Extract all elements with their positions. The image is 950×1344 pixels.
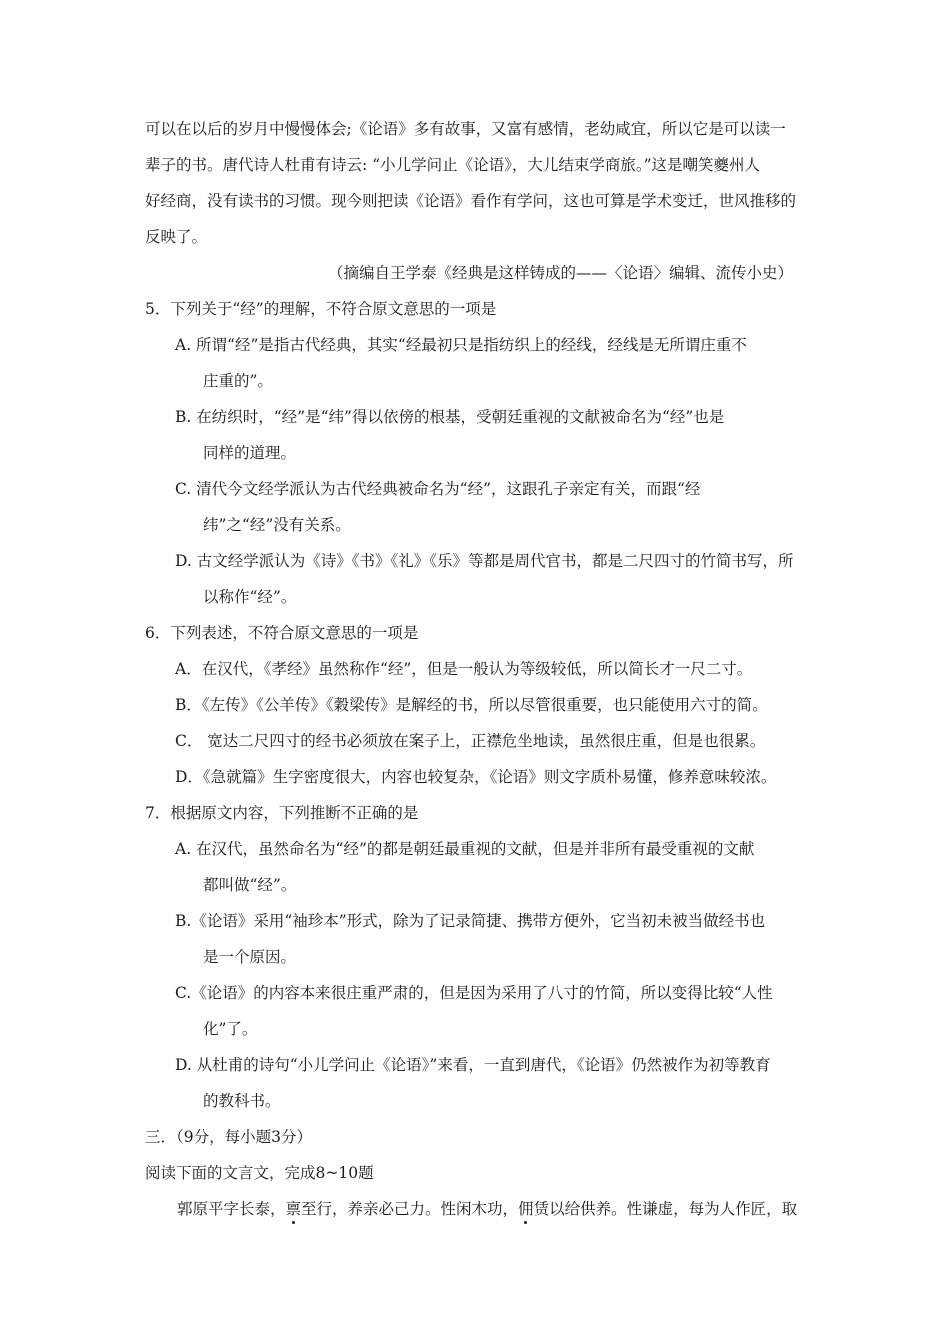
question-5-option-b: B. 在纺织时，“经”是“纬”得以依傍的根基，受朝廷重视的文献被命名为“经”也是	[175, 408, 725, 426]
question-7-option-d: D. 从杜甫的诗句“小儿学问止《论语》”来看，一直到唐代，《论语》仍然被作为初等教育	[175, 1056, 771, 1074]
question-5-option-a-cont: 庄重的”。	[203, 372, 273, 390]
section-3-instruction: 阅读下面的文言文，完成8~10题	[145, 1164, 374, 1182]
source-citation: （摘编自王学泰《经典是这样铸成的——〈论语〉编辑、流传小史）	[328, 264, 794, 282]
question-7-stem: 7．根据原文内容，下列推断不正确的是	[145, 804, 419, 822]
question-5-option-c: C. 清代今文经学派认为古代经典被命名为“经”，这跟孔子亲定有关，而跟“经	[175, 480, 701, 498]
question-7-option-d-cont: 的教科书。	[203, 1092, 281, 1110]
emphasis-dotted-char: 佣	[518, 1200, 534, 1218]
question-5-option-b-cont: 同样的道理。	[203, 444, 297, 462]
question-5-option-d-cont: 以称作“经”。	[203, 588, 297, 606]
question-5-option-d: D. 古文经学派认为《诗》《书》《礼》《乐》等都是周代官书，都是二尺四寸的竹简书写，所	[175, 552, 794, 570]
classical-text-part: 郭原平字长泰，	[177, 1200, 286, 1218]
question-7-option-b-cont: 是一个原因。	[203, 948, 297, 966]
question-6-option-a: A．在汉代，《孝经》虽然称作“经”，但是一般认为等级较低，所以简长才一尺二寸。	[175, 660, 753, 678]
passage-line: 反映了。	[145, 228, 208, 246]
passage-line: 可以在以后的岁月中慢慢体会;《论语》多有故事，又富有感情，老幼咸宜，所以它是可以读一	[145, 120, 786, 138]
classical-text-part: 赁以给供养。性谦虚，每为人作匠，取	[533, 1200, 798, 1218]
question-6-option-b: B．《左传》《公羊传》《穀梁传》是解经的书，所以尽管很重要，也只能使用六寸的简。	[175, 696, 768, 714]
classical-text-line	[177, 1199, 797, 1219]
question-6-stem: 6．下列表述，不符合原文意思的一项是	[145, 624, 419, 642]
passage-line: 好经商，没有读书的习惯。现今则把读《论语》看作有学问，这也可算是学术变迁，世风推移的	[145, 192, 797, 210]
emphasis-dotted-char: 禀	[285, 1200, 302, 1218]
question-7-option-c-cont: 化”了。	[203, 1020, 258, 1038]
question-5-stem: 5．下列关于“经”的理解，不符合原文意思的一项是	[145, 300, 497, 318]
question-5-option-c-cont: 纬”之“经”没有关系。	[203, 516, 351, 534]
question-6-option-c: C． 宽达二尺四寸的经书必须放在案子上，正襟危坐地读，虽然很庄重，但是也很累。	[175, 732, 766, 750]
question-7-option-a: A. 在汉代，虽然命名为“经”的都是朝廷最重视的文献，但是并非所有最受重视的文献	[175, 840, 755, 858]
question-7-option-c: C.《论语》的内容本来很庄重严肃的，但是因为采用了八寸的竹简，所以变得比较“人性	[175, 984, 773, 1002]
section-3-heading: 三．（9分，每小题3分）	[145, 1128, 312, 1146]
question-7-option-a-cont: 都叫做“经”。	[203, 876, 297, 894]
passage-line: 辈子的书。唐代诗人杜甫有诗云: “小儿学问止《论语》，大儿结束学商旅。”这是嘲笑夔州人	[145, 156, 761, 174]
question-7-option-b: B.《论语》采用“袖珍本”形式，除为了记录简捷、携带方便外，它当初未被当做经书也	[175, 912, 766, 930]
classical-text-part: 至行，养亲必己力。性闲木功，	[301, 1200, 519, 1218]
question-6-option-d: D．《急就篇》生字密度很大，内容也较复杂，《论语》则文字质朴易懂，修养意味较浓。	[175, 768, 777, 786]
question-5-option-a: A. 所谓“经”是指古代经典，其实“经最初只是指纺织上的经线，经线是无所谓庄重不	[175, 336, 747, 354]
